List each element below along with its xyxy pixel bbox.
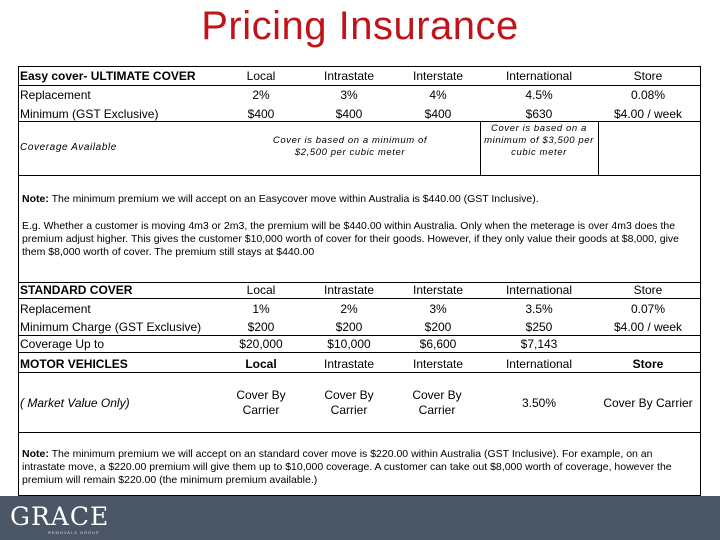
easy-minimum-label: Minimum (GST Exclusive) [20,107,159,121]
divider [18,298,701,299]
note-text: The minimum premium we will accept on an standard cover move is $220.00 within Australia (GST Inclusive). For example, on an intrastate move, a $220.00 premium will give them up to $10,000 coverage. A customer can take out $8,000 worth of coverage, however the premium will remain $220.00 (the minimum premium available.) [22,448,672,486]
standard-replacement-intrastate: 2% [340,302,358,316]
standard-minimum-interstate: $200 [424,320,452,334]
standard-replacement-store: 0.07% [630,302,666,316]
motor-header-international: International [505,357,573,371]
standard-header-intrastate: Intrastate [323,283,375,297]
divider [480,121,481,175]
note-text: The minimum premium we will accept on an Easycover move within Australia is $440.00 (GST Inclusive). [48,193,539,205]
motor-header-local: Local [245,357,277,371]
standard-replacement-label: Replacement [20,302,91,316]
easy-minimum-local: $400 [247,107,275,121]
easy-minimum-intrastate: $400 [335,107,363,121]
motor-interstate-value: Cover By Carrier [412,388,462,417]
standard-replacement-international: 3.5% [525,302,553,316]
motor-intrastate-value: Cover By Carrier [324,388,374,417]
divider [18,432,701,433]
easy-header-international: International [505,69,573,83]
easy-header-local: Local [246,69,276,83]
divider [18,175,701,176]
motor-header-intrastate: Intrastate [323,357,375,371]
divider [18,335,701,336]
standard-cover-note [22,448,698,487]
standard-header-local: Local [246,283,276,297]
easy-replacement-store: 0.08% [630,88,666,102]
standard-replacement-interstate: 3% [429,302,447,316]
easy-coverage-domestic: Cover is based on a minimum of $2,500 per cubic meter [272,135,428,158]
motor-header-label: MOTOR VEHICLES [20,357,128,371]
standard-header-label: STANDARD COVER [20,283,133,297]
standard-header-interstate: Interstate [412,283,464,297]
easy-coverage-international: Cover is based on a minimum of $3,500 per cubic meter [484,123,594,158]
note-label: Note: [22,448,49,460]
standard-replacement-local: 1% [252,302,270,316]
easy-minimum-international: $630 [525,107,553,121]
easy-minimum-store: $4.00 / week [613,107,683,121]
standard-coverage-local: $20,000 [239,337,283,351]
divider [18,372,701,373]
grace-logo: GRACE [10,502,110,531]
divider [18,85,701,86]
easycover-note [22,193,698,206]
easy-replacement-intrastate: 3% [340,88,358,102]
motor-store-value: Cover By Carrier [603,396,693,410]
standard-coverage-label: Coverage Up to [20,337,105,351]
standard-coverage-international: $7,143 [520,337,558,351]
note-label: Note: [22,193,49,205]
standard-coverage-interstate: $6,600 [419,337,457,351]
standard-minimum-intrastate: $200 [335,320,363,334]
easy-header-interstate: Interstate [412,69,464,83]
easy-header-label: Easy cover- ULTIMATE COVER [20,69,196,83]
easy-header-store: Store [633,69,663,83]
easy-replacement-interstate: 4% [429,88,447,102]
standard-minimum-international: $250 [525,320,553,334]
grace-logo-tagline: REMOVALS GROUP [48,530,100,535]
easy-replacement-international: 4.5% [525,88,553,102]
page-title: Pricing Insurance [201,4,519,48]
standard-minimum-local: $200 [247,320,275,334]
standard-minimum-label: Minimum Charge (GST Exclusive) [20,320,202,334]
easycover-example: E.g. Whether a customer is moving 4m3 or 2m3, the premium will be $440.00 within Australia. Only when the meterage is over 4m3 does the premium adjust higher. This gives the customer $10,000 worth of cover for their goods. However, if they only value their goods at $8,000, give them $8,000 worth of cover. The premium still stays at $440.00 [22,220,679,258]
motor-row-label: ( Market Value Only) [20,396,130,410]
motor-local-value: Cover By Carrier [236,388,286,417]
divider [18,352,701,353]
easy-coverage-label: Coverage Available [20,142,117,153]
standard-header-store: Store [633,283,663,297]
motor-header-store: Store [632,357,664,371]
motor-international-value: 3.50% [521,396,557,410]
standard-minimum-store: $4.00 / week [613,320,683,334]
motor-header-interstate: Interstate [412,357,464,371]
easy-minimum-interstate: $400 [424,107,452,121]
easy-replacement-local: 2% [252,88,270,102]
standard-coverage-intrastate: $10,000 [327,337,371,351]
easy-replacement-label: Replacement [20,88,91,102]
easy-header-intrastate: Intrastate [323,69,375,83]
standard-header-international: International [505,283,573,297]
divider [598,121,599,175]
